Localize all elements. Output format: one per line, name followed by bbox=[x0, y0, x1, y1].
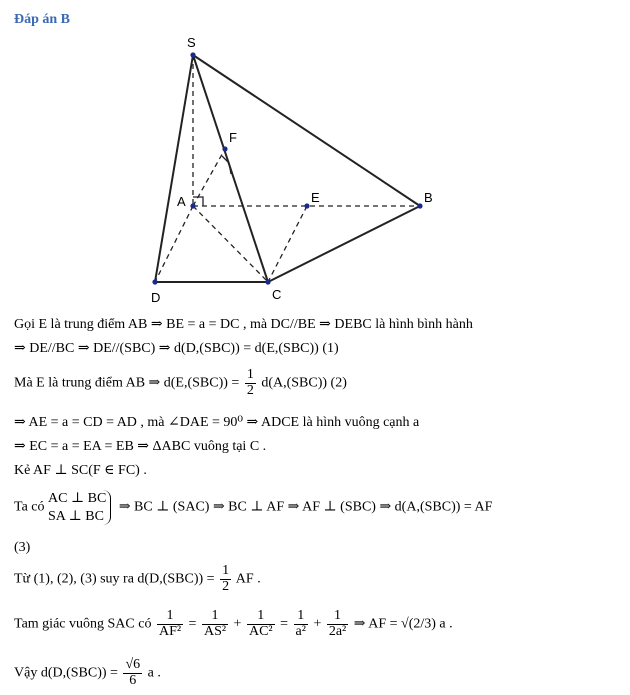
line-9-rest: AF . bbox=[235, 571, 261, 587]
point-d bbox=[152, 279, 157, 284]
point-a bbox=[190, 203, 195, 208]
line-11 bbox=[14, 658, 161, 688]
label-d: D bbox=[151, 290, 161, 305]
line-10-result: ⇒ AF = √(2/3) a . bbox=[353, 616, 453, 632]
label-f: F bbox=[229, 130, 237, 145]
fraction-1-as2: $\frac{1}{\text{AS²}}$ bbox=[203, 608, 227, 639]
fraction-1-a2: $\frac{1}{\text{a²}}$ bbox=[295, 608, 306, 639]
point-e bbox=[304, 203, 309, 208]
label-b: B bbox=[424, 190, 433, 205]
point-f bbox=[222, 146, 227, 151]
label-a: A bbox=[177, 194, 186, 209]
line-3-text: Mà E là trung điểm AB ⇒ d(E,(SBC)) = bbox=[14, 375, 240, 391]
line-9-text: Từ (1), (2), (3) suy ra d(D,(SBC)) = bbox=[14, 571, 215, 587]
line-8: (3) bbox=[14, 540, 31, 555]
line-1: Gọi E là trung điểm AB ⇒ BE = a = DC , mà DC//BE ⇒ DEBC là hình bình hành bbox=[14, 317, 473, 332]
line-9 bbox=[14, 564, 261, 594]
edge-sb bbox=[193, 55, 420, 206]
fraction-1-2a2: $\frac{1}{\text{2a²}}$ bbox=[328, 608, 347, 639]
line-11-suffix: a . bbox=[147, 665, 161, 681]
line-7 bbox=[14, 490, 492, 525]
line-2: ⇒ DE//BC ⇒ DE//(SBC) ⇒ d(D,(SBC)) = d(E,(SBC)) (1) bbox=[14, 341, 339, 356]
equation-system: AC ⊥ BC SA ⊥ BC bbox=[48, 490, 111, 525]
fraction-1-af2: $\frac{1}{\text{AF²}}$ bbox=[158, 608, 182, 639]
hidden-edges bbox=[155, 55, 420, 282]
line-11-prefix: Vậy d(D,(SBC)) = bbox=[14, 665, 118, 681]
label-e: E bbox=[311, 190, 320, 205]
line-10-prefix: Tam giác vuông SAC có bbox=[14, 616, 152, 632]
fraction-sqrt6-6: $\frac{√6}{6}$ bbox=[125, 657, 141, 688]
edge-ec bbox=[268, 206, 307, 282]
answer-label: Đáp án B bbox=[14, 12, 71, 27]
line-10: Tam giác vuông SAC có $\frac{1}{\text{AF²}}$ = $\frac{1}{\text{AS²}}$ + $\frac{1}{\text{AC²}}$ = $\frac{1}{\text{a²}}$ + $\frac{1}{\text{2a²}}$ ⇒ AF = √(2/3) a . bbox=[14, 608, 453, 639]
right-angle-marks bbox=[193, 156, 231, 206]
geometry-figure bbox=[0, 0, 630, 310]
line-7-rest: ⇒ BC ⊥ (SAC) ⇒ BC ⊥ AF ⇒ AF ⊥ (SBC) ⇒ d(A,(SBC)) = AF bbox=[118, 499, 493, 515]
fraction-half-2: $\frac{1}{2}$ bbox=[222, 563, 230, 594]
line-7-prefix: Ta có bbox=[14, 499, 45, 515]
label-s: S bbox=[187, 35, 196, 50]
line-3 bbox=[14, 368, 347, 398]
line-5: ⇒ EC = a = EA = EB ⇒ ΔABC vuông tại C . bbox=[14, 439, 267, 454]
fraction-half-1: $\frac{1}{2}$ bbox=[246, 367, 254, 398]
edge-ac bbox=[193, 206, 268, 282]
edge-sd bbox=[155, 55, 193, 282]
label-c: C bbox=[272, 287, 282, 302]
solid-edges bbox=[155, 55, 420, 282]
point-b bbox=[417, 203, 422, 208]
fraction-1-ac2: $\frac{1}{\text{AC²}}$ bbox=[248, 608, 273, 639]
line-3-rest: d(A,(SBC)) (2) bbox=[261, 375, 347, 391]
point-s bbox=[190, 52, 195, 57]
edge-cb bbox=[268, 206, 420, 282]
line-4: ⇒ AE = a = CD = AD , mà ∠DAE = 90⁰ ⇒ ADCE là hình vuông cạnh a bbox=[14, 415, 420, 430]
point-c bbox=[265, 279, 270, 284]
line-6: Kẻ AF ⊥ SC(F ∈ FC) . bbox=[14, 463, 147, 478]
points bbox=[152, 52, 422, 284]
